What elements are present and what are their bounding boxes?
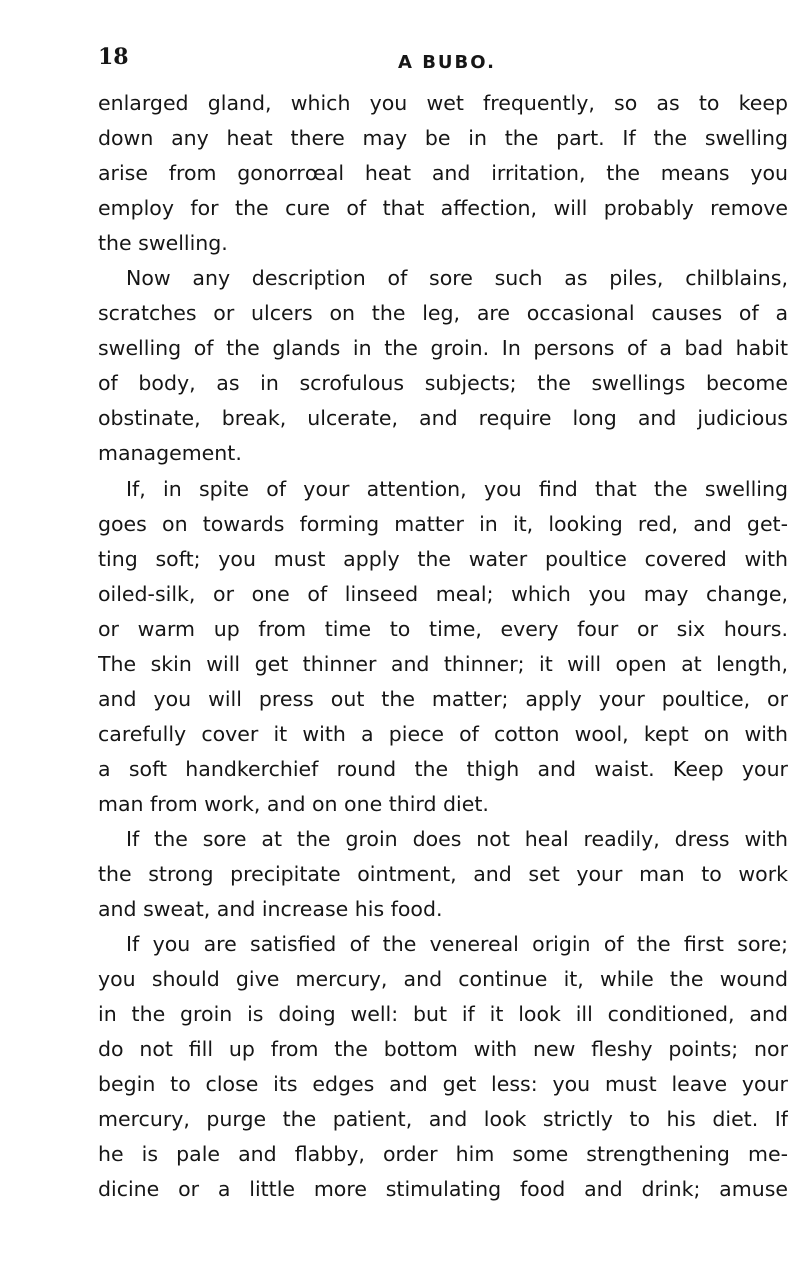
text-line: Now any description of sore such as piles, chilblains, [126, 266, 788, 291]
text-line: mercury, purge the patient, and look strictly to his diet. If [98, 1107, 788, 1132]
text-line: down any heat there may be in the part. If the swelling [98, 126, 788, 151]
text-line: a soft handkerchief round the thigh and waist. Keep your [98, 756, 788, 781]
text-line: he is pale and flabby, order him some strengthening me- [98, 1142, 788, 1167]
text-line: If, in spite of your attention, you find that the swelling [126, 476, 788, 501]
text-line: If the sore at the groin does not heal readily, dress with [126, 826, 788, 851]
page-number: 18 [98, 44, 129, 70]
text-line: management. [98, 441, 242, 466]
text-line: in the groin is doing well: but if it look ill conditioned, and [98, 1002, 788, 1027]
text-line: the strong precipitate ointment, and set your man to work [98, 862, 788, 887]
body-text [98, 86, 788, 1208]
text-line: and you will press out the matter; apply your poultice, or [98, 686, 788, 711]
text-line: and sweat, and increase his food. [98, 897, 443, 922]
text-line: The skin will get thinner and thinner; it will open at length, [98, 651, 788, 676]
text-line: arise from gonorrœal heat and irritation, the means you [98, 161, 788, 186]
text-line: you should give mercury, and continue it, while the wound [98, 967, 788, 992]
text-line: ting soft; you must apply the water poultice covered with [98, 546, 788, 571]
text-line: of body, as in scrofulous subjects; the swellings become [98, 371, 788, 396]
text-line: begin to close its edges and get less: you must leave your [98, 1072, 788, 1097]
text-line: the swelling. [98, 231, 228, 256]
text-line: enlarged gland, which you wet frequently, so as to keep [98, 91, 788, 115]
text-line: obstinate, break, ulcerate, and require long and judicious [98, 406, 788, 431]
text-line: or warm up from time to time, every four or six hours. [98, 616, 788, 641]
text-line: do not fill up from the bottom with new fleshy points; nor [98, 1037, 788, 1062]
text-line: scratches or ulcers on the leg, are occasional causes of a [98, 301, 788, 326]
text-line: man from work, and on one third diet. [98, 791, 489, 816]
text-line: dicine or a little more stimulating food and drink; amuse [98, 1177, 788, 1202]
text-line: goes on towards forming matter in it, looking red, and get- [98, 511, 788, 536]
text-line: employ for the cure of that affection, will probably remove [98, 196, 788, 221]
text-line: carefully cover it with a piece of cotton wool, kept on with [98, 721, 788, 746]
text-line: swelling of the glands in the groin. In persons of a bad habit [98, 336, 788, 361]
text-line: oiled-silk, or one of linseed meal; which you may change, [98, 581, 788, 606]
text-line: If you are satisfied of the venereal origin of the first sore; [126, 932, 788, 957]
running-head: A BUBO. [398, 52, 496, 73]
